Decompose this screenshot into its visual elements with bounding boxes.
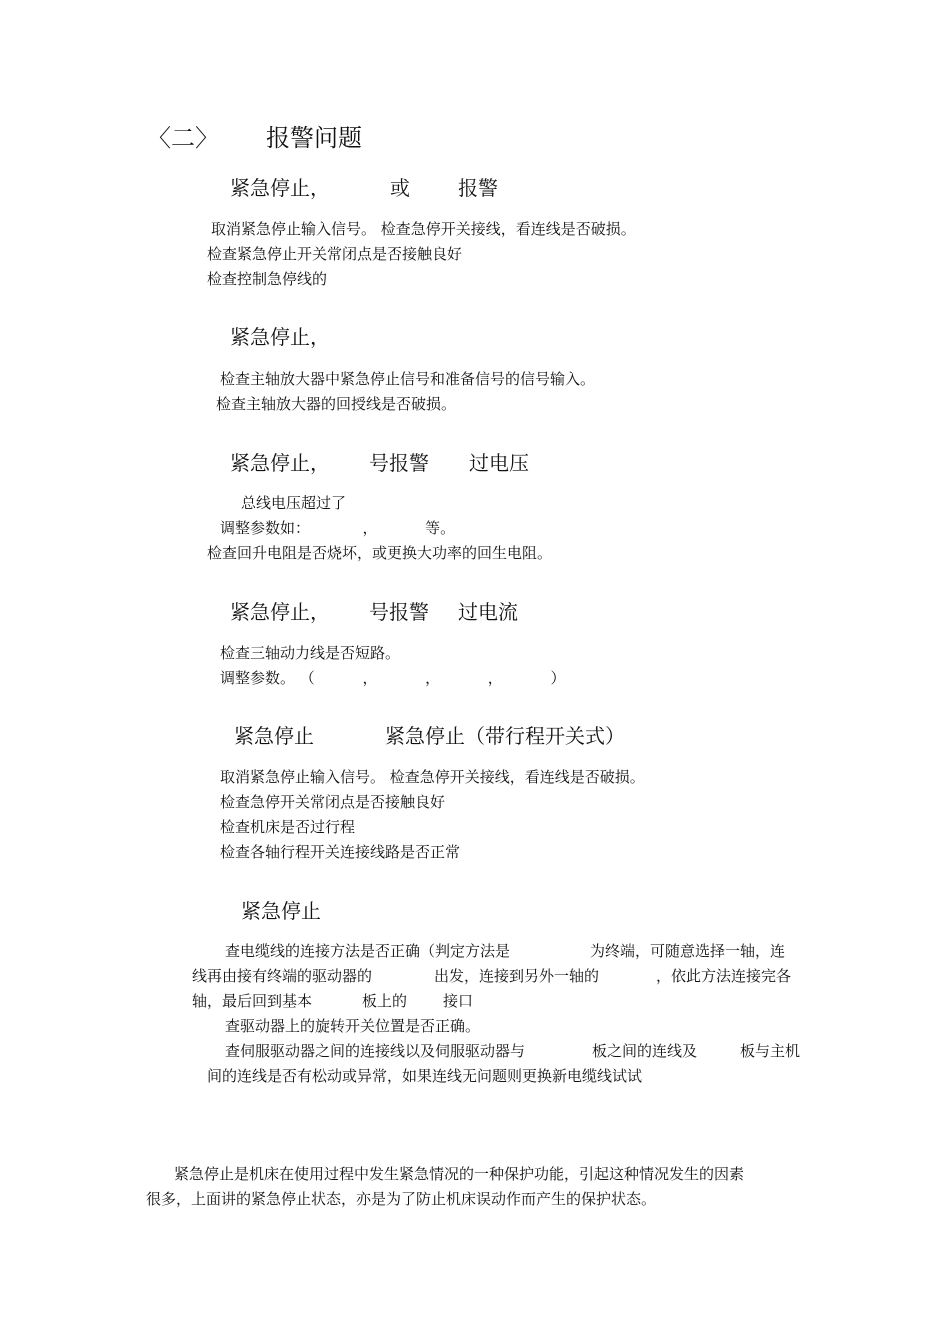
- section-6-text-4: 出发，连接到另外一轴的: [434, 967, 600, 985]
- section-1-title-alarm: 报警: [458, 176, 498, 200]
- section-2-title: 紧急停止，: [230, 325, 330, 349]
- section-6-text-2: 为终端，可随意选择一轴，连: [590, 942, 786, 960]
- section-3-line-1: 总线电压超过了: [241, 494, 347, 512]
- section-6-text-6: 轴，最后回到基本: [192, 992, 313, 1010]
- section-6-text-11: 板之间的连线及: [592, 1042, 698, 1060]
- section-4-title-overcurrent: 过电流: [458, 600, 518, 624]
- section-6-text-10: 查伺服驱动器之间的连接线以及伺服驱动器与: [225, 1042, 526, 1060]
- section-3-title-alarm: 号报警: [369, 451, 429, 475]
- section-3-line-3: 检查回升电阻是否烧坏，或更换大功率的回生电阻。: [207, 544, 553, 562]
- footer-line-2: 很多，上面讲的紧急停止状态，亦是为了防止机床误动作而产生的保护状态。: [146, 1190, 657, 1208]
- section-1-title-or: 或: [390, 176, 410, 200]
- section-1-line-2: 检查紧急停止开关常闭点是否接触良好: [207, 245, 463, 263]
- section-6-text-12: 板与主机: [740, 1042, 801, 1060]
- section-3-title: 紧急停止，: [230, 451, 330, 475]
- section-6-text-1: 查电缆线的连接方法是否正确（判定方法是: [225, 942, 511, 960]
- section-6-text-3: 线再由接有终端的驱动器的: [192, 967, 373, 985]
- section-4-line-1: 检查三轴动力线是否短路。: [220, 644, 401, 662]
- section-5-title-limit-switch: 紧急停止（带行程开关式）: [385, 724, 625, 748]
- section-6-text-8: 接口: [443, 992, 474, 1010]
- section-1-line-3: 检查控制急停线的: [207, 270, 328, 288]
- section-6-text-13: 间的连线是否有松动或异常，如果连线无问题则更换新电缆线试试: [207, 1067, 643, 1085]
- section-5-line-3: 检查机床是否过行程: [220, 818, 356, 836]
- section-6-title: 紧急停止: [241, 899, 321, 923]
- section-2-line-1: 检查主轴放大器中紧急停止信号和准备信号的信号输入。: [220, 370, 596, 388]
- section-4-line-2: 调整参数。 （ ， ， ， ）: [220, 669, 566, 687]
- section-4-title-alarm: 号报警: [369, 600, 429, 624]
- section-5-title: 紧急停止: [234, 724, 314, 748]
- section-3-line-2: 调整参数如： ， 等。: [220, 519, 456, 537]
- section-1-title: 紧急停止，: [230, 176, 330, 200]
- section-2-line-2: 检查主轴放大器的回授线是否破损。: [216, 395, 457, 413]
- section-6-text-5: ，依此方法连接完各: [656, 967, 792, 985]
- section-6-text-9: 查驱动器上的旋转开关位置是否正确。: [225, 1017, 481, 1035]
- section-3-title-overvoltage: 过电压: [469, 451, 529, 475]
- section-1-line-1: 取消紧急停止输入信号。 检查急停开关接线，看连线是否破损。: [211, 220, 636, 238]
- section-4-title: 紧急停止，: [230, 600, 330, 624]
- section-5-line-2: 检查急停开关常闭点是否接触良好: [220, 793, 446, 811]
- footer-line-1: 紧急停止是机床在使用过程中发生紧急情况的一种保护功能，引起这种情况发生的因素: [174, 1165, 745, 1183]
- section-6-text-7: 板上的: [362, 992, 408, 1010]
- heading-title: 报警问题: [266, 124, 362, 152]
- section-5-line-4: 检查各轴行程开关连接线路是否正常: [220, 843, 461, 861]
- heading-number: 〈二〉: [147, 124, 219, 152]
- section-5-line-1: 取消紧急停止输入信号。 检查急停开关接线，看连线是否破损。: [220, 768, 645, 786]
